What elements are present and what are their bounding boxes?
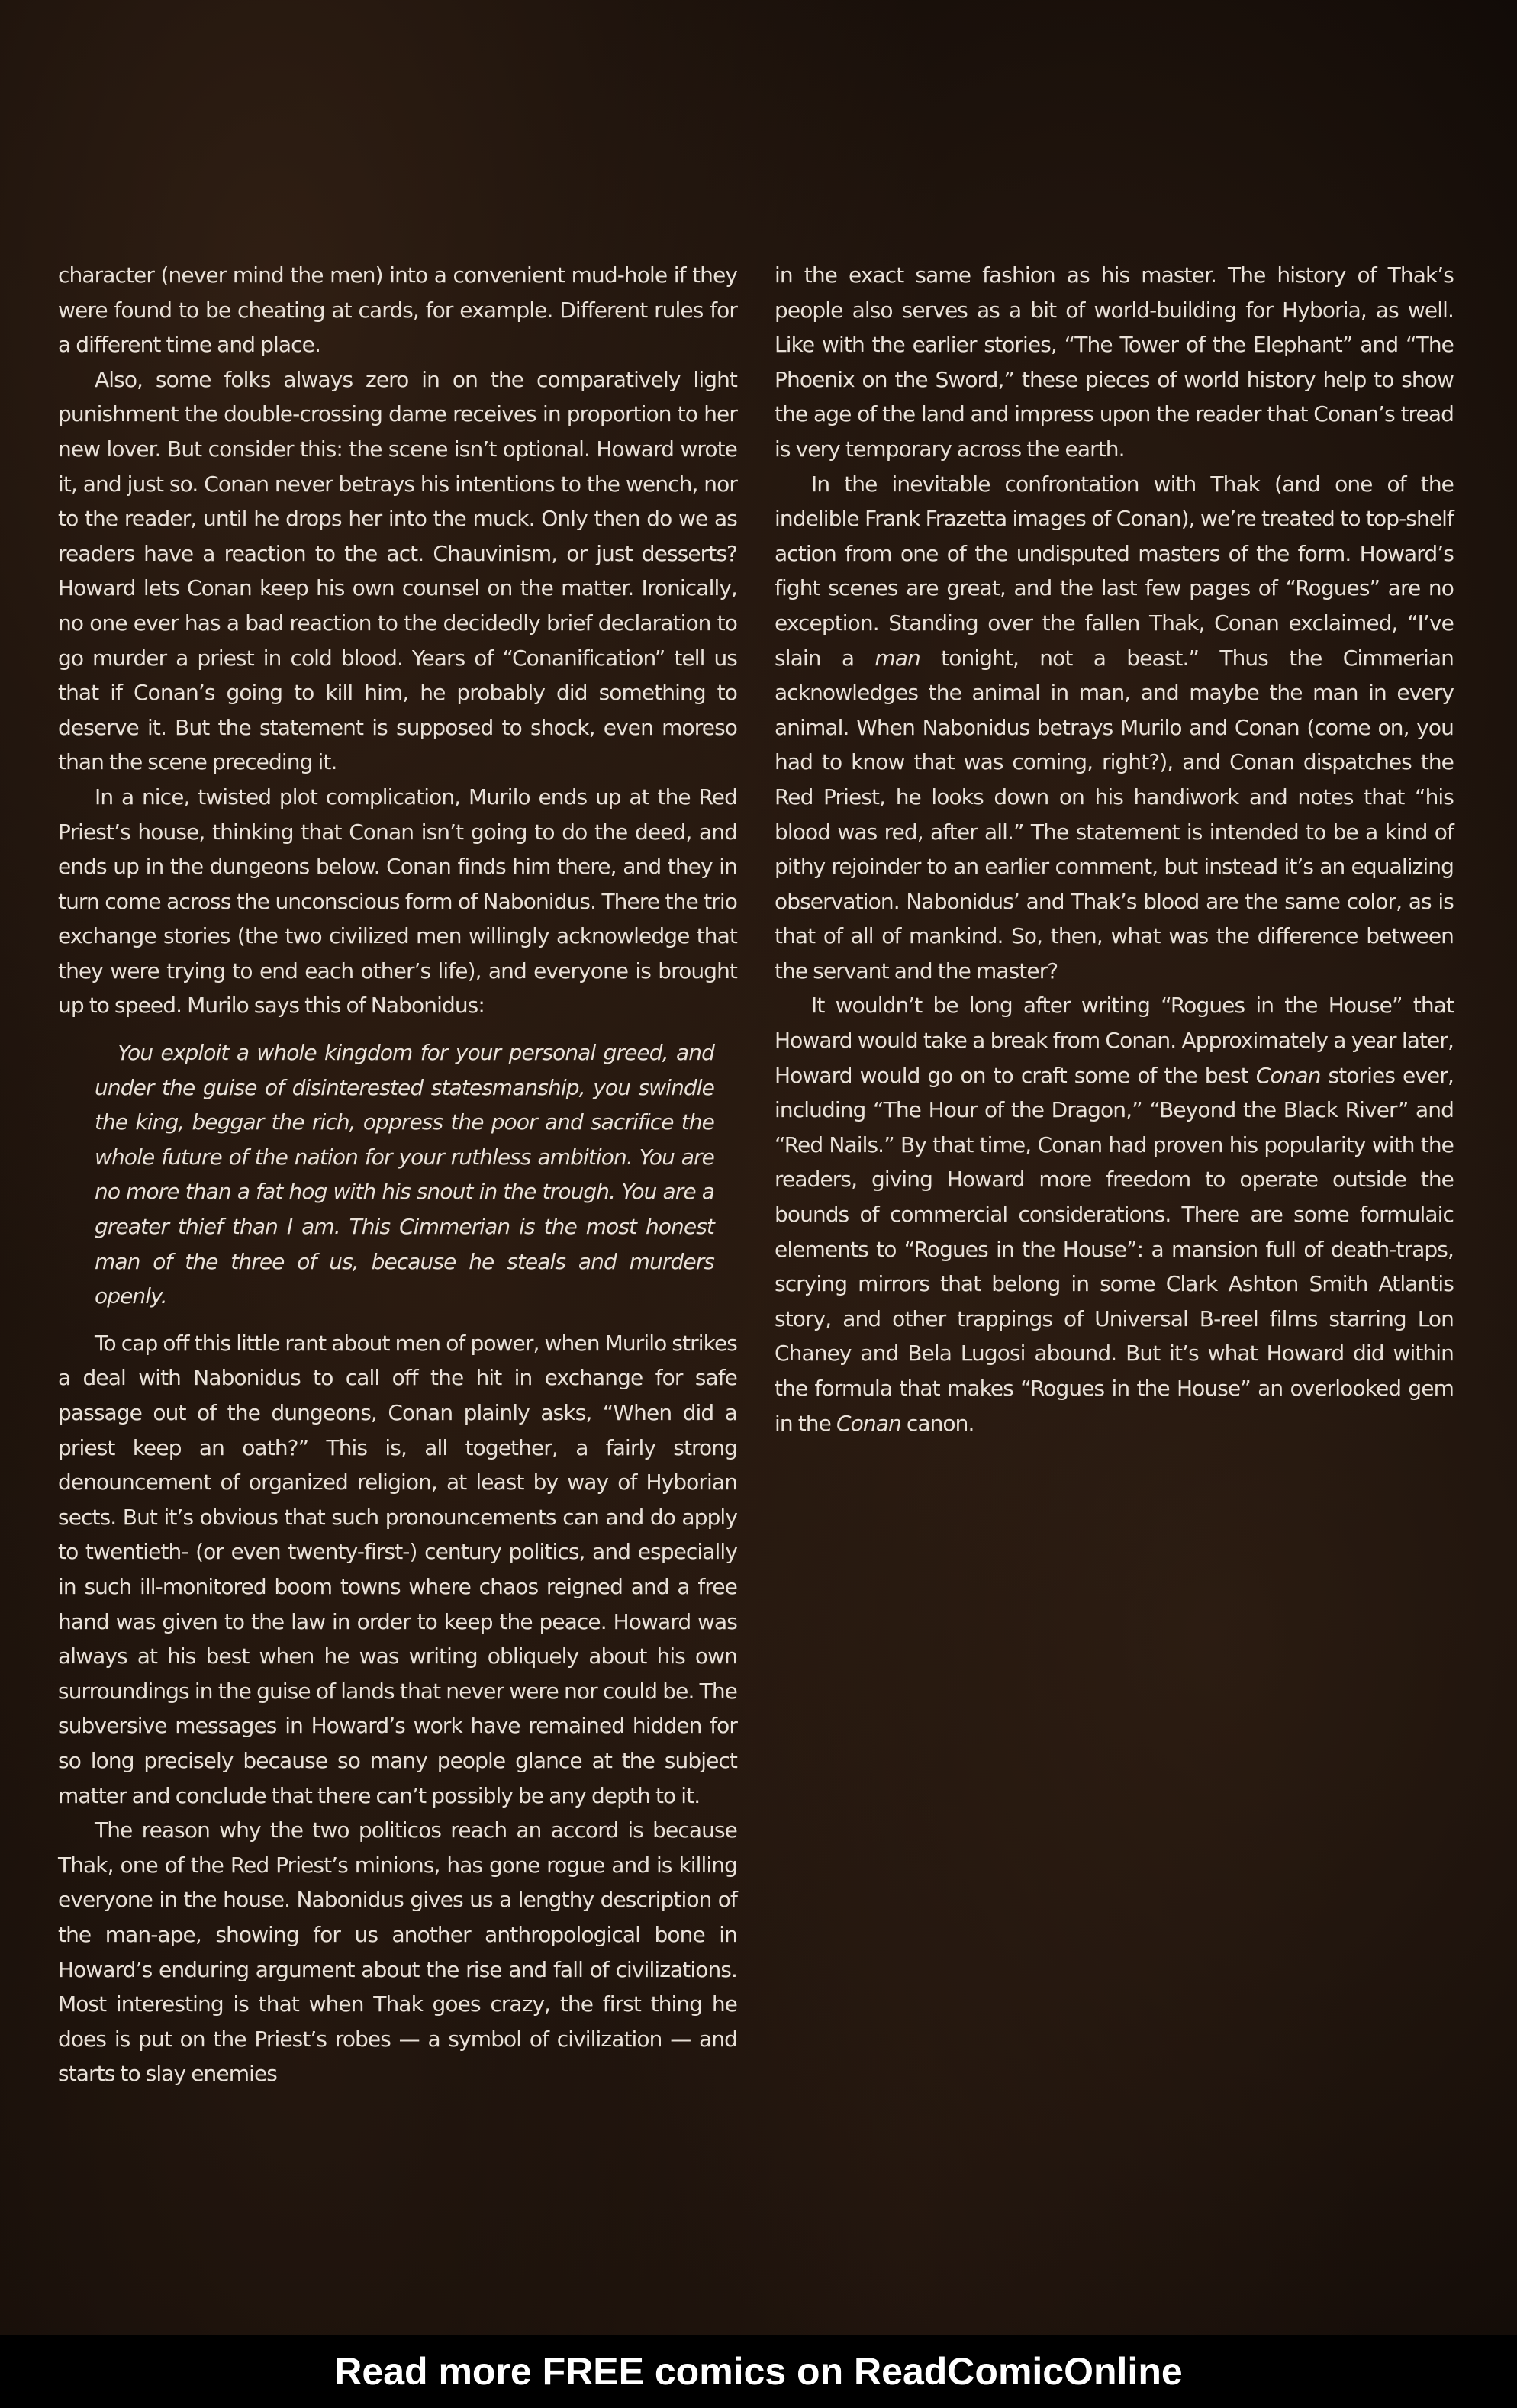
paragraph: To cap off this little rant about men of power, when Murilo strikes a deal with Nabonidus to call off the hit in exchange for safe passage out of the dungeons, Conan plainly asks, “When did a priest keep an oath?” This is, all together, a fairly strong denouncement of organized religion, at least by way of Hyborian sects. But it’s obvious that such pronouncements can and do apply to twentieth- (or even twenty-first-) century politics, and especially in such ill-monitored boom towns where chaos reigned and a free hand was given to the law in order to keep the peace. Howard was always at his best when he was writing obliquely about his own surroundings in the guise of lands that never were nor could be. The subversive messages in Howard’s work have remained hidden for so long precisely because so many people glance at the subject matter and conclude that there can’t possibly be any depth to it. xyxy=(58,1330,737,1808)
text-run: stories ever, including “The Hour of the Dragon,” “Beyond the Black River” and “Red Nails.” By that time, Conan had proven his popularity with the readers, giving Howard more freedom to operate outside the bounds of commercial considerations. There are some formulaic elements to “Rogues in the House”: a mansion full of death-traps, scrying mirrors that belong in some Clark Ashton Smith Atlantis story, and other trappings of Universal B-reel films starring Lon Chaney and Bela Lugosi abound. But it’s what Howard did within the formula that makes “Rogues in the House” an overlooked gem in the xyxy=(775,1062,1454,1436)
paragraph xyxy=(775,467,1454,989)
footer-link-text[interactable]: Read more FREE comics on ReadComicOnline xyxy=(334,2350,1183,2393)
paragraph xyxy=(775,988,1454,1441)
block-quote xyxy=(58,1035,737,1314)
left-column xyxy=(58,258,737,2091)
paragraph: character (never mind the men) into a convenient mud-hole if they were found to be cheating at cards, for example. Different rules for a different time and place. xyxy=(58,262,737,358)
emphasis: Conan xyxy=(836,1410,901,1436)
paragraph: in the exact same fashion as his master. The history of Thak’s people also serves as a bit of world-building for Hyboria, as well. Like with the earlier stories, “The Tower of the Elephant” and “The Phoenix on the Sword,” these pieces of world history help to show the age of the land and impress upon the reader that Conan’s tread is very temporary across the earth. xyxy=(775,262,1454,462)
text-run: canon. xyxy=(900,1410,974,1436)
emphasis: Conan xyxy=(1255,1062,1321,1088)
text-run: tonight, not a beast.” Thus the Cimmerian acknowledges the animal in man, and maybe the man in every animal. When Nabonidus betrays Murilo and Conan (come on, you had to know that was coming, right?), and Conan dispatches the Red Priest, he looks down on his handiwork and notes that “his blood was red, after all.” The statement is intended to be a kind of pithy rejoinder to an earlier comment, but instead it’s an equalizing observation. Nabonidus’ and Thak’s blood are the same color, as is that of all of mankind. So, then, what was the difference between the servant and the master? xyxy=(775,645,1454,983)
quote-text: You exploit a whole kingdom for your personal greed, and under the guise of disinterested statesmanship, you swindle the king, beggar the rich, oppress the poor and sacrifice the whole future of the nation for your ruthless ambition. You are no more than a fat hog with his snout in the trough. You are a greater thief than I am. This Cimmerian is the most honest man of the three of us, because he steals and murders openly. xyxy=(95,1040,714,1309)
emphasis: man xyxy=(874,645,920,671)
paragraph: The reason why the two politicos reach an accord is because Thak, one of the Red Priest’s minions, has gone rogue and is killing everyone in the house. Nabonidus gives us a lengthy description of the man-ape, showing for us another anthropological bone in Howard’s enduring argument about the rise and fall of civilizations. Most interesting is that when Thak goes crazy, the first thing he does is put on the Priest’s robes — a symbol of civilization — and starts to slay enemies xyxy=(58,1817,737,2087)
paragraph: Also, some folks always zero in on the comparatively light punishment the double-crossing dame receives in proportion to her new lover. But consider this: the scene isn’t optional. Howard wrote it, and just so. Conan never betrays his intentions to the wench, nor to the reader, until he drops her into the muck. Only then do we as readers have a reaction to the act. Chauvinism, or just desserts? Howard lets Conan keep his own counsel on the matter. Ironically, no one ever has a bad reaction to the decidedly brief declaration to go murder a priest in cold blood. Years of “Conanification” tell us that if Conan’s going to kill him, he probably did something to deserve it. But the statement is supposed to shock, even moreso than the scene preceding it. xyxy=(58,366,737,775)
paragraph: In a nice, twisted plot complication, Murilo ends up at the Red Priest’s house, thinking that Conan isn’t going to do the deed, and ends up in the dungeons below. Conan finds him there, and they in turn come across the unconscious form of Nabonidus. There the trio exchange stories (the two civilized men willingly acknowledge that they were trying to end each other’s life), and everyone is brought up to speed. Murilo says this of Nabonidus: xyxy=(58,784,737,1019)
text-run: It wouldn’t be long after writing “Rogues in the House” that Howard would take a break from Conan. Approximately a year later, Howard would go on to craft some of the best xyxy=(775,993,1454,1088)
right-column xyxy=(775,258,1454,1441)
text-run: In the inevitable confrontation with Thak (and one of the indelible Frank Frazetta images of Conan), we’re treated to top-shelf action from one of the undisputed masters of the form. Howard’s fight scenes are great, and the last few pages of “Rogues” are no exception. Standing over the fallen Thak, Conan exclaimed, “I’ve slain a xyxy=(775,471,1454,671)
footer-banner[interactable] xyxy=(0,2335,1517,2408)
